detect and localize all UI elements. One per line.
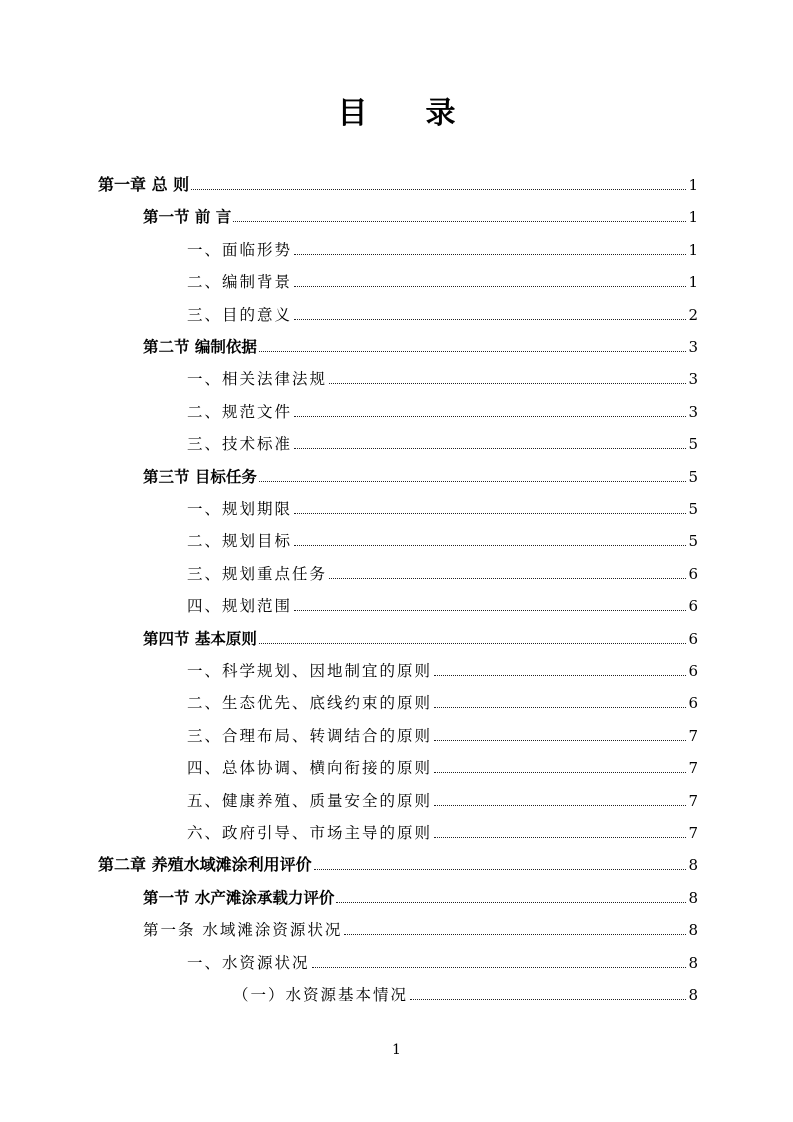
toc-entry-label: 一、相关法律法规 [187,370,328,388]
toc-entry-label: 第一节 水产滩涂承载力评价 [143,889,335,907]
toc-entry-page: 7 [688,727,698,745]
toc-entry[interactable] [98,850,698,874]
dot-leader [434,675,686,676]
toc-entry-page: 5 [688,532,698,550]
toc-entry-page: 7 [688,824,698,842]
toc-entry-label: 第三节 目标任务 [143,468,257,486]
toc-entry-page: 8 [688,921,698,939]
toc-entry-label: 二、编制背景 [187,273,293,291]
dot-leader [344,934,686,935]
toc-entry-page: 5 [688,500,698,518]
toc-entry-page: 1 [688,273,698,291]
toc-entry[interactable] [187,235,698,259]
dot-leader [259,351,687,352]
toc-entry[interactable] [143,915,698,939]
dot-leader [314,869,687,870]
dot-leader [410,999,686,1000]
toc-entry[interactable] [187,559,698,583]
toc-entry-label: 二、规范文件 [187,403,293,421]
toc-entry-page: 3 [688,338,698,356]
toc-entry-page: 3 [688,370,698,388]
toc-title-right: 录 [425,96,456,131]
toc-entry-label: 第二节 编制依据 [143,338,257,356]
toc-entry-label: 一、水资源状况 [187,954,310,972]
dot-leader [294,610,686,611]
toc-entry[interactable] [187,267,698,291]
toc-entry-label: 第二章 养殖水域滩涂利用评价 [98,855,312,874]
toc-entry[interactable] [187,526,698,550]
toc-entry-label: 三、技术标准 [187,435,293,453]
toc-entry[interactable] [143,202,698,226]
toc-entry[interactable] [187,364,698,388]
toc-entry[interactable] [98,170,698,194]
toc-entry-label: 第一条 水域滩涂资源状况 [143,921,343,939]
dot-leader [294,448,686,449]
toc-entry-label: （一）水资源基本情况 [233,986,409,1004]
dot-leader [294,254,686,255]
dot-leader [294,545,686,546]
toc-entry[interactable] [187,721,698,745]
dot-leader [294,286,686,287]
toc-entry-page: 6 [688,565,698,583]
dot-leader [294,416,686,417]
toc-entry-page: 7 [688,759,698,777]
toc-title-left: 目 [337,96,368,131]
dot-leader [336,902,686,903]
toc-entry-label: 第一章 总 则 [98,175,190,194]
dot-leader [259,643,687,644]
toc-entry[interactable] [187,656,698,680]
toc-entry-label: 一、科学规划、因地制宜的原则 [187,662,433,680]
toc-entry[interactable] [187,786,698,810]
toc-entry-page: 5 [688,468,698,486]
dot-leader [329,383,686,384]
toc-entry[interactable] [143,332,698,356]
dot-leader [259,481,687,482]
toc-entry-page: 1 [688,176,698,194]
dot-leader [294,319,686,320]
toc-title [0,92,793,136]
toc-entry-page: 3 [688,403,698,421]
toc-entry-label: 一、面临形势 [187,241,293,259]
toc-entry-page: 5 [688,435,698,453]
dot-leader [434,772,686,773]
dot-leader [191,189,686,190]
dot-leader [312,967,687,968]
toc-entry-page: 1 [688,208,698,226]
toc-entry-page: 6 [688,662,698,680]
toc-entry-page: 6 [688,630,698,648]
toc-entry[interactable] [187,429,698,453]
toc-entry-label: 第一节 前 言 [143,208,232,226]
toc-entry-label: 四、总体协调、横向衔接的原则 [187,759,433,777]
toc-entry-page: 2 [688,306,698,324]
toc-entry-label: 第四节 基本原则 [143,630,257,648]
toc-entry-page: 7 [688,792,698,810]
toc-entry[interactable] [187,300,698,324]
dot-leader [434,740,686,741]
toc-entry-label: 二、生态优先、底线约束的原则 [187,694,433,712]
toc-entry-label: 五、健康养殖、质量安全的原则 [187,792,433,810]
toc-entry[interactable] [187,753,698,777]
toc-entry-label: 六、政府引导、市场主导的原则 [187,824,433,842]
toc-entry-label: 三、合理布局、转调结合的原则 [187,727,433,745]
toc-entry-label: 三、目的意义 [187,306,293,324]
toc-entry-page: 8 [688,986,698,1004]
toc-entry-label: 四、规划范围 [187,597,293,615]
toc-entry-label: 二、规划目标 [187,532,293,550]
toc-entry-page: 6 [688,597,698,615]
toc-entry-page: 1 [688,241,698,259]
toc-entry[interactable] [143,624,698,648]
toc-entry-page: 6 [688,694,698,712]
dot-leader [329,578,686,579]
toc-entry-label: 一、规划期限 [187,500,293,518]
page-number: 1 [392,1042,401,1058]
dot-leader [294,513,686,514]
toc-entry[interactable] [187,948,698,972]
toc-entry-page: 8 [688,889,698,907]
dot-leader [434,805,686,806]
toc-entry[interactable] [187,397,698,421]
dot-leader [434,837,686,838]
toc-entry-page: 8 [688,954,698,972]
toc-entry[interactable] [187,688,698,712]
toc-entry-label: 三、规划重点任务 [187,565,328,583]
toc-entry[interactable] [187,591,698,615]
toc-entry[interactable] [143,462,698,486]
toc-entry-page: 8 [688,856,698,874]
toc-entry[interactable] [187,818,698,842]
toc-entry[interactable] [143,883,698,907]
toc-entry[interactable] [187,494,698,518]
dot-leader [233,221,686,222]
dot-leader [434,707,686,708]
toc-entry[interactable] [233,980,698,1004]
